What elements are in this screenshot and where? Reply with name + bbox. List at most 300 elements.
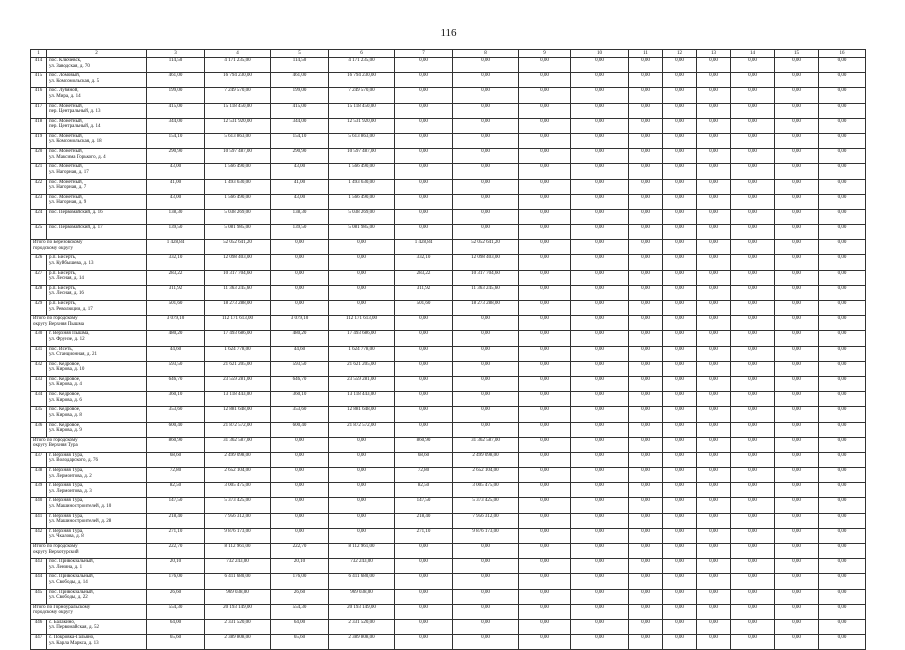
address-cell	[47, 392, 147, 407]
value-cell: 0,00	[663, 589, 697, 604]
value-cell: 21 872 572,00	[205, 422, 271, 437]
value-cell: 860,90	[395, 437, 453, 452]
value-cell: 0,00	[731, 255, 775, 270]
value-cell: 0,00	[571, 164, 629, 179]
value-cell: 0,00	[271, 240, 329, 255]
value-cell: 0,00	[519, 346, 571, 361]
value-cell: 0,00	[663, 544, 697, 559]
address-cell	[47, 331, 147, 346]
value-cell: 0,00	[663, 240, 697, 255]
address-line: пос. Монетный,	[49, 103, 83, 109]
value-cell: 0,00	[663, 149, 697, 164]
value-cell: 0,00	[663, 376, 697, 391]
value-cell: 0,00	[697, 392, 731, 407]
address-cell	[47, 589, 147, 604]
address-cell	[47, 58, 147, 73]
value-cell: 114,50	[147, 58, 205, 73]
value-cell: 0,00	[629, 255, 663, 270]
address-cell	[47, 528, 147, 543]
column-header: 12	[663, 50, 697, 58]
value-cell: 0,00	[629, 619, 663, 634]
value-cell: 0,00	[697, 225, 731, 240]
value-cell: 600,40	[271, 422, 329, 437]
address-cell	[47, 635, 147, 650]
value-cell: 1 624 778,00	[329, 346, 395, 361]
value-cell: 0,00	[329, 498, 395, 513]
table-row	[31, 376, 866, 391]
value-cell: 0,00	[395, 635, 453, 650]
value-cell: 0,00	[697, 73, 731, 88]
value-cell: 0,00	[663, 635, 697, 650]
value-cell: 0,00	[731, 179, 775, 194]
address-line: ул. Первомайская, д. 52	[49, 625, 99, 631]
value-cell: 0,00	[775, 528, 819, 543]
value-cell: 2 652 104,00	[205, 468, 271, 483]
value-cell: 0,00	[663, 346, 697, 361]
value-cell: 0,00	[697, 58, 731, 73]
address-line: ул. Кирова, д. 10	[49, 367, 85, 373]
table-row	[31, 589, 866, 604]
value-cell: 0,00	[697, 407, 731, 422]
value-cell: 0,00	[519, 73, 571, 88]
value-cell: 9 876 173,00	[453, 528, 519, 543]
value-cell: 0,00	[819, 58, 866, 73]
table-row	[31, 103, 866, 118]
table-row	[31, 452, 866, 467]
value-cell: 0,00	[395, 392, 453, 407]
subtotal-row	[31, 316, 866, 331]
address-line: р.п. Бисерть,	[49, 301, 77, 306]
value-cell: 0,00	[453, 422, 519, 437]
value-cell: 0,00	[775, 255, 819, 270]
value-cell: 0,00	[731, 392, 775, 407]
value-cell: 0,00	[519, 589, 571, 604]
value-cell: 2 331 520,00	[205, 619, 271, 634]
address-line: ул. Кирова, д. 6	[49, 397, 82, 403]
row-number: 415	[31, 73, 47, 88]
value-cell: 0,00	[697, 468, 731, 483]
address-line: ул. Нагорная, д. 7	[49, 185, 87, 190]
row-number: 447	[31, 635, 47, 650]
value-cell: 0,00	[731, 270, 775, 285]
value-cell: 0,00	[519, 88, 571, 103]
table-row	[31, 209, 866, 224]
value-cell: 138,30	[147, 209, 205, 224]
value-cell: 0,00	[571, 194, 629, 209]
value-cell: 222,70	[147, 544, 205, 559]
value-cell: 0,00	[731, 407, 775, 422]
value-cell: 0,00	[697, 118, 731, 133]
value-cell: 5 038 269,00	[205, 209, 271, 224]
value-cell: 0,00	[697, 240, 731, 255]
value-cell: 0,00	[329, 285, 395, 300]
value-cell: 593,50	[147, 361, 205, 376]
table-row	[31, 270, 866, 285]
value-cell: 0,00	[629, 58, 663, 73]
value-cell: 0,00	[775, 513, 819, 528]
address-line: ул. Куйбышева, д. 13	[49, 260, 94, 266]
value-cell: 0,00	[571, 513, 629, 528]
value-cell: 0,00	[629, 149, 663, 164]
value-cell: 0,00	[519, 255, 571, 270]
value-cell: 732 243,00	[329, 559, 395, 574]
address-line: пос. Монетный,	[49, 194, 83, 200]
row-number: 431	[31, 346, 47, 361]
address-cell	[47, 225, 147, 240]
value-cell: 0,00	[571, 483, 629, 498]
address-line: ул. Лесная, д. 14	[49, 276, 84, 282]
address-line: ул. Лермонтова, д. 2	[49, 473, 92, 479]
value-cell: 0,00	[629, 133, 663, 148]
value-cell: 0,00	[271, 483, 329, 498]
address-line: ул. Нагорная, д. 9	[49, 200, 87, 206]
value-cell: 311,92	[395, 285, 453, 300]
value-cell: 0,00	[519, 452, 571, 467]
value-cell: 0,00	[519, 316, 571, 331]
value-cell: 0,00	[571, 301, 629, 316]
value-cell: 2 389 808,00	[205, 635, 271, 650]
value-cell: 0,00	[519, 149, 571, 164]
value-cell: 0,00	[731, 604, 775, 619]
value-cell: 0,00	[453, 103, 519, 118]
value-cell: 0,00	[629, 498, 663, 513]
address-line: пер. Центральный, д. 13	[49, 109, 101, 115]
value-cell: 0,00	[629, 376, 663, 391]
address-line: ул. Машиностроителей, д. 10	[49, 503, 112, 509]
table-row	[31, 498, 866, 513]
value-cell: 0,00	[571, 179, 629, 194]
address-line: пос. Кедровое,	[49, 376, 81, 382]
value-cell: 732 243,00	[205, 559, 271, 574]
value-cell: 360,10	[271, 392, 329, 407]
value-cell: 0,00	[395, 604, 453, 619]
address-cell	[47, 574, 147, 589]
value-cell: 0,00	[271, 301, 329, 316]
value-cell: 5 613 863,00	[205, 133, 271, 148]
row-number: 437	[31, 452, 47, 467]
value-cell: 0,00	[629, 179, 663, 194]
value-cell: 0,00	[519, 240, 571, 255]
value-cell: 3 079,10	[271, 316, 329, 331]
value-cell: 0,00	[819, 179, 866, 194]
table-row	[31, 179, 866, 194]
value-cell: 5 373 425,00	[205, 498, 271, 513]
address-cell	[47, 498, 147, 513]
value-cell: 0,00	[271, 468, 329, 483]
value-cell: 0,00	[629, 407, 663, 422]
value-cell: 0,00	[329, 240, 395, 255]
row-number: 423	[31, 194, 47, 209]
value-cell: 0,00	[731, 73, 775, 88]
value-cell: 0,00	[819, 118, 866, 133]
value-cell: 0,00	[731, 559, 775, 574]
value-cell: 0,00	[663, 225, 697, 240]
value-cell: 0,00	[519, 513, 571, 528]
value-cell: 0,00	[395, 103, 453, 118]
value-cell: 0,00	[629, 301, 663, 316]
value-cell: 0,00	[453, 635, 519, 650]
value-cell: 0,00	[395, 422, 453, 437]
value-cell: 0,00	[395, 88, 453, 103]
value-cell: 0,00	[663, 407, 697, 422]
address-line: пос. Монетный,	[49, 179, 83, 185]
value-cell: 2 331 520,00	[329, 619, 395, 634]
column-header: 15	[775, 50, 819, 58]
value-cell: 64,00	[271, 619, 329, 634]
value-cell: 0,00	[629, 194, 663, 209]
table-body	[31, 58, 866, 650]
address-line: ул. Кирова, д. 4	[49, 382, 82, 388]
address-line: пос. Исеть,	[49, 346, 73, 352]
column-header: 6	[329, 50, 395, 58]
value-cell: 0,00	[697, 483, 731, 498]
value-cell: 68,60	[395, 452, 453, 467]
value-cell: 0,00	[629, 88, 663, 103]
value-cell: 0,00	[271, 452, 329, 467]
value-cell: 0,00	[663, 118, 697, 133]
value-cell: 0,00	[395, 194, 453, 209]
value-cell: 0,00	[519, 118, 571, 133]
address-line: пос. Монетный,	[49, 149, 83, 155]
value-cell: 2 499 098,00	[205, 452, 271, 467]
value-cell: 0,00	[571, 118, 629, 133]
value-cell: 1 428,84	[395, 240, 453, 255]
value-cell: 16 794 230,00	[329, 73, 395, 88]
value-cell: 12 881 648,00	[205, 407, 271, 422]
value-cell: 1 493 630,00	[329, 179, 395, 194]
table-row	[31, 225, 866, 240]
value-cell: 0,00	[571, 468, 629, 483]
value-cell: 72,80	[147, 468, 205, 483]
subtotal-row	[31, 240, 866, 255]
value-cell: 0,00	[775, 118, 819, 133]
table-row	[31, 468, 866, 483]
value-cell: 0,00	[329, 513, 395, 528]
value-cell: 10 597 487,00	[205, 149, 271, 164]
value-cell: 114,50	[271, 58, 329, 73]
column-header: 1	[31, 50, 47, 58]
value-cell: 1 566 490,00	[329, 194, 395, 209]
value-cell: 0,00	[819, 528, 866, 543]
address-line: ул. Карла Маркса, д. 13	[49, 640, 99, 646]
value-cell: 0,00	[453, 604, 519, 619]
address-cell	[47, 376, 147, 391]
value-cell: 10 317 704,60	[453, 270, 519, 285]
value-cell: 0,00	[571, 498, 629, 513]
address-cell	[47, 361, 147, 376]
value-cell: 20,10	[271, 559, 329, 574]
value-cell: 0,00	[453, 589, 519, 604]
value-cell: 0,00	[571, 574, 629, 589]
value-cell: 290,90	[147, 149, 205, 164]
row-number: 434	[31, 392, 47, 407]
address-line: пос. Кедровое,	[49, 407, 81, 413]
column-header: 2	[47, 50, 147, 58]
value-cell: 0,00	[395, 346, 453, 361]
value-cell: 593,50	[271, 361, 329, 376]
value-cell: 0,00	[571, 589, 629, 604]
value-cell: 0,00	[663, 468, 697, 483]
value-cell: 17 493 686,00	[205, 331, 271, 346]
value-cell: 0,00	[395, 179, 453, 194]
value-cell: 7 956 312,00	[205, 513, 271, 528]
value-cell: 0,00	[775, 285, 819, 300]
address-line: ул. Лесная, д. 16	[49, 291, 84, 297]
value-cell: 0,00	[519, 376, 571, 391]
value-cell: 0,00	[819, 164, 866, 179]
value-cell: 2 389 808,00	[329, 635, 395, 650]
value-cell: 0,00	[731, 619, 775, 634]
value-cell: 0,00	[571, 285, 629, 300]
value-cell: 218,40	[147, 513, 205, 528]
table-row	[31, 285, 866, 300]
subtotal-label-line: округу Верхняя Пышма	[33, 321, 84, 327]
subtotal-row	[31, 604, 866, 619]
value-cell: 0,00	[775, 103, 819, 118]
value-cell: 0,00	[819, 468, 866, 483]
subtotal-label	[31, 604, 147, 619]
address-line: г. Верхняя Пышма,	[49, 331, 90, 337]
value-cell: 0,00	[663, 392, 697, 407]
address-line: ул. Лермонтова, д. 3	[49, 488, 92, 494]
address-line: ул. Комсомольская, д. 18	[49, 139, 102, 145]
value-cell: 0,00	[453, 392, 519, 407]
value-cell: 0,00	[697, 301, 731, 316]
column-header: 10	[571, 50, 629, 58]
value-cell: 20 193 149,00	[329, 604, 395, 619]
value-cell: 0,00	[731, 346, 775, 361]
value-cell: 7 249 570,00	[329, 88, 395, 103]
value-cell: 0,00	[395, 149, 453, 164]
row-number: 439	[31, 483, 47, 498]
address-cell	[47, 452, 147, 467]
value-cell: 283,22	[395, 270, 453, 285]
value-cell: 0,00	[775, 619, 819, 634]
value-cell: 7 249 570,00	[205, 88, 271, 103]
table-row	[31, 164, 866, 179]
value-cell: 0,00	[731, 194, 775, 209]
value-cell: 5 081 985,00	[205, 225, 271, 240]
value-cell: 154,10	[147, 133, 205, 148]
value-cell: 0,00	[453, 194, 519, 209]
value-cell: 0,00	[819, 392, 866, 407]
value-cell: 0,00	[453, 179, 519, 194]
value-cell: 0,00	[629, 422, 663, 437]
value-cell: 0,00	[271, 513, 329, 528]
row-number: 427	[31, 270, 47, 285]
value-cell: 646,70	[147, 376, 205, 391]
value-cell: 0,00	[819, 285, 866, 300]
value-cell: 0,00	[329, 301, 395, 316]
value-cell: 0,00	[395, 361, 453, 376]
value-cell: 0,00	[775, 559, 819, 574]
address-line: ул. Заводская, д. 70	[49, 63, 90, 69]
value-cell: 3 005 475,00	[205, 483, 271, 498]
value-cell: 0,00	[663, 285, 697, 300]
value-cell: 0,00	[629, 346, 663, 361]
row-number: 421	[31, 164, 47, 179]
value-cell: 0,00	[775, 346, 819, 361]
value-cell: 0,00	[519, 194, 571, 209]
value-cell: 0,00	[519, 301, 571, 316]
value-cell: 0,00	[663, 58, 697, 73]
row-number: 424	[31, 209, 47, 224]
address-line: пос. Ключевск,	[49, 58, 82, 63]
value-cell: 0,00	[663, 133, 697, 148]
value-cell: 0,00	[395, 225, 453, 240]
value-cell: 4 171 235,00	[205, 58, 271, 73]
address-line: пос. Ломовый,	[49, 73, 81, 79]
value-cell: 0,00	[519, 635, 571, 650]
value-cell: 0,00	[629, 209, 663, 224]
value-cell: 0,00	[629, 574, 663, 589]
value-cell: 0,00	[519, 468, 571, 483]
value-cell: 12 531 920,00	[205, 118, 271, 133]
value-cell: 0,00	[697, 270, 731, 285]
row-number: 422	[31, 179, 47, 194]
value-cell: 0,00	[697, 346, 731, 361]
value-cell: 0,00	[395, 133, 453, 148]
value-cell: 0,00	[775, 240, 819, 255]
value-cell: 0,00	[629, 544, 663, 559]
address-line: ул. Володарского, д. 76	[49, 458, 99, 464]
value-cell: 43,00	[271, 194, 329, 209]
value-cell: 0,00	[731, 376, 775, 391]
value-cell: 0,00	[697, 103, 731, 118]
subtotal-label-line: Итого по городскому	[33, 544, 78, 549]
address-cell	[47, 346, 147, 361]
value-cell: 0,00	[395, 316, 453, 331]
value-cell: 0,00	[519, 179, 571, 194]
value-cell: 0,00	[571, 528, 629, 543]
page-number: 116	[440, 27, 457, 39]
value-cell: 415,00	[147, 103, 205, 118]
table-row	[31, 194, 866, 209]
address-line: ул. Фрунзе, д. 12	[49, 336, 85, 342]
value-cell: 0,00	[731, 574, 775, 589]
row-number: 419	[31, 133, 47, 148]
value-cell: 13 118 443,00	[205, 392, 271, 407]
value-cell: 0,00	[629, 392, 663, 407]
value-cell: 5 038 269,00	[329, 209, 395, 224]
value-cell: 0,00	[697, 88, 731, 103]
value-cell: 23 559 281,00	[205, 376, 271, 391]
value-cell: 0,00	[731, 422, 775, 437]
address-line: р.п. Бисерть,	[49, 285, 77, 291]
value-cell: 0,00	[453, 118, 519, 133]
value-cell: 4 171 235,00	[329, 58, 395, 73]
value-cell: 0,00	[697, 179, 731, 194]
value-cell: 353,60	[147, 407, 205, 422]
value-cell: 332,10	[147, 255, 205, 270]
value-cell: 0,00	[697, 255, 731, 270]
value-cell: 0,00	[629, 589, 663, 604]
value-cell: 0,00	[629, 559, 663, 574]
table-row	[31, 58, 866, 73]
value-cell: 0,00	[395, 58, 453, 73]
value-cell: 0,00	[453, 58, 519, 73]
value-cell: 0,00	[629, 285, 663, 300]
value-cell: 0,00	[775, 58, 819, 73]
value-cell: 1 566 490,00	[329, 164, 395, 179]
table-row	[31, 483, 866, 498]
value-cell: 0,00	[629, 103, 663, 118]
column-header: 13	[697, 50, 731, 58]
value-cell: 222,70	[271, 544, 329, 559]
value-cell: 0,00	[819, 240, 866, 255]
value-cell: 0,00	[697, 589, 731, 604]
row-number: 414	[31, 58, 47, 73]
